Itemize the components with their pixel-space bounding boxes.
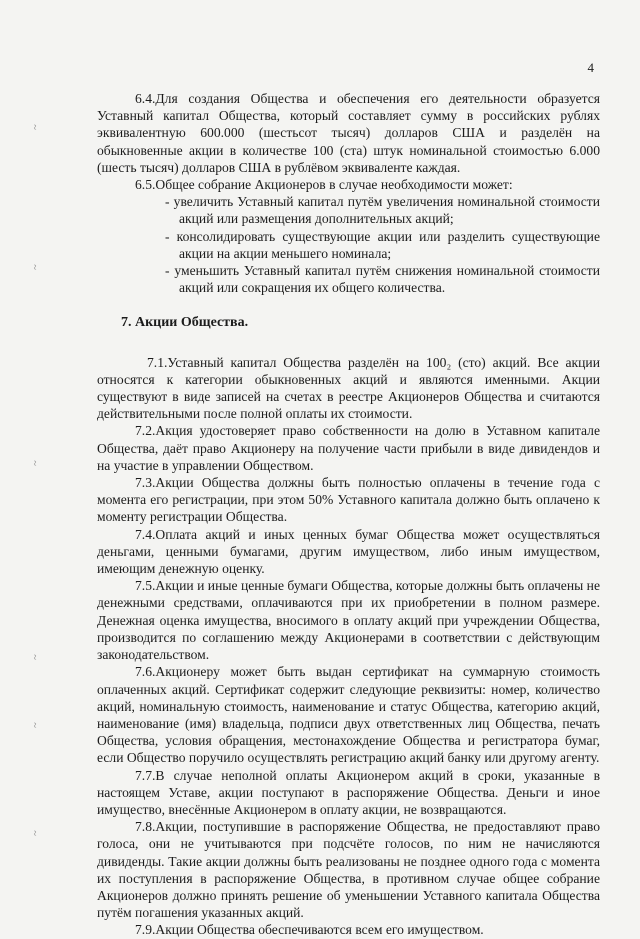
margin-mark: ~ <box>30 831 42 836</box>
document-body <box>97 90 600 939</box>
margin-mark: ~ <box>30 655 42 660</box>
paragraph-7-2: 7.2.Акция удостоверяет право собственности на долю в Уставном капитале Общества, даёт право Акционеру на получение части прибыли в виде дивидендов и на участие в управлении Обществом. <box>97 423 600 473</box>
margin-mark: ~ <box>30 723 42 728</box>
page-number: 4 <box>587 60 594 75</box>
paragraph-7-6: 7.6.Акционеру может быть выдан сертификат на суммарную стоимость оплаченных акций. Сертификат содержит следующие реквизиты: номер, количество акций, номинальную стоимость, наименование и статус Общества, категорию акций, наименование (имя) владельца, подписи двух ответственных лиц Общества, печать Общества, условия обращения, местонахождение Общества и регистратора бумаг, если Общество поручило осуществлять регистрацию акций банку или другому агенту. <box>97 664 600 766</box>
paragraph-7-3: 7.3.Акции Общества должны быть полностью оплачены в течение года с момента его регистрации, при этом 50% Уставного капитала должно быть оплачено к моменту регистрации Общества. <box>97 475 600 525</box>
margin-mark: ~ <box>30 125 42 130</box>
list-item: - уменьшить Уставный капитал путём снижения номинальной стоимости акций или сокращения их общего количества. <box>165 262 600 296</box>
paragraph-7-9: 7.9.Акции Общества обеспечиваются всем его имуществом. <box>135 922 484 938</box>
list-item: - консолидировать существующие акции или разделить существующие акции на акции меньшего номинала; <box>165 228 600 262</box>
paragraph-7-7: 7.7.В случае неполной оплаты Акционером акций в сроки, указанные в настоящем Уставе, акции поступают в распоряжение Общества. Деньги и иное имущество, внесённые Акционером в оплату акции, не возвращаются. <box>97 767 600 817</box>
paragraph-7-8: 7.8.Акции, поступившие в распоряжение Общества, не предоставляют право голоса, они не учитываются при подсчёте голосов, по ним не начисляются дивиденды. Такие акции должны быть реализованы не позднее одного года с момента их поступления в распоряжение Общества, в противном случае общее собрание Акционеров должно принять решение об уменьшении Уставного капитала Общества путём погашения указанных акций. <box>97 819 600 921</box>
paragraph-7-4: 7.4.Оплата акций и иных ценных бумаг Общества может осуществляться деньгами, ценными бумагами, другим имуществом, либо иным имуществом, имеющим денежную оценку. <box>97 526 600 577</box>
margin-mark: ~ <box>30 265 42 270</box>
section-heading: 7. Акции Общества. <box>121 315 249 331</box>
list-item: - увеличить Уставный капитал путём увеличения номинальной стоимости акций или размещения дополнительных акций; <box>165 193 600 227</box>
capital-actions-list <box>97 193 600 296</box>
paragraph-6-4: 6.4.Для создания Общества и обеспечения его деятельности образуется Уставный капитал Общества, который составляет сумму в российских рублях эквивалентную 600.000 (шестьсот тысяч) долларов США и разделён на обыкновенные акции в количестве 100 (ста) штук номинальной стоимостью 6.000 (шесть тысяч) долларов США в рублёвом эквиваленте каждая. <box>97 91 600 175</box>
paragraph-7-5: 7.5.Акции и иные ценные бумаги Общества, которые должны быть оплачены не денежными средствами, оплачиваются при их приобретении в полном размере. Денежная оценка имущества, вносимого в оплату акций при учреждении Общества, производится по соглашению между Акционерами в соответствии с действующим законодательством. <box>97 578 600 663</box>
margin-mark: ~ <box>30 461 42 466</box>
paragraph-6-5: 6.5.Общее собрание Акционеров в случае необходимости может: <box>135 177 513 193</box>
paragraph-7-1: 7.1.Уставный капитал Общества разделён на 100₂ (сто) акций. Все акции относятся к категории обыкновенных акций и являются именными. Акции существуют в виде записей на счетах в реестре Акционеров Общества и считаются действительными после полной оплаты их стоимости. <box>97 354 600 422</box>
